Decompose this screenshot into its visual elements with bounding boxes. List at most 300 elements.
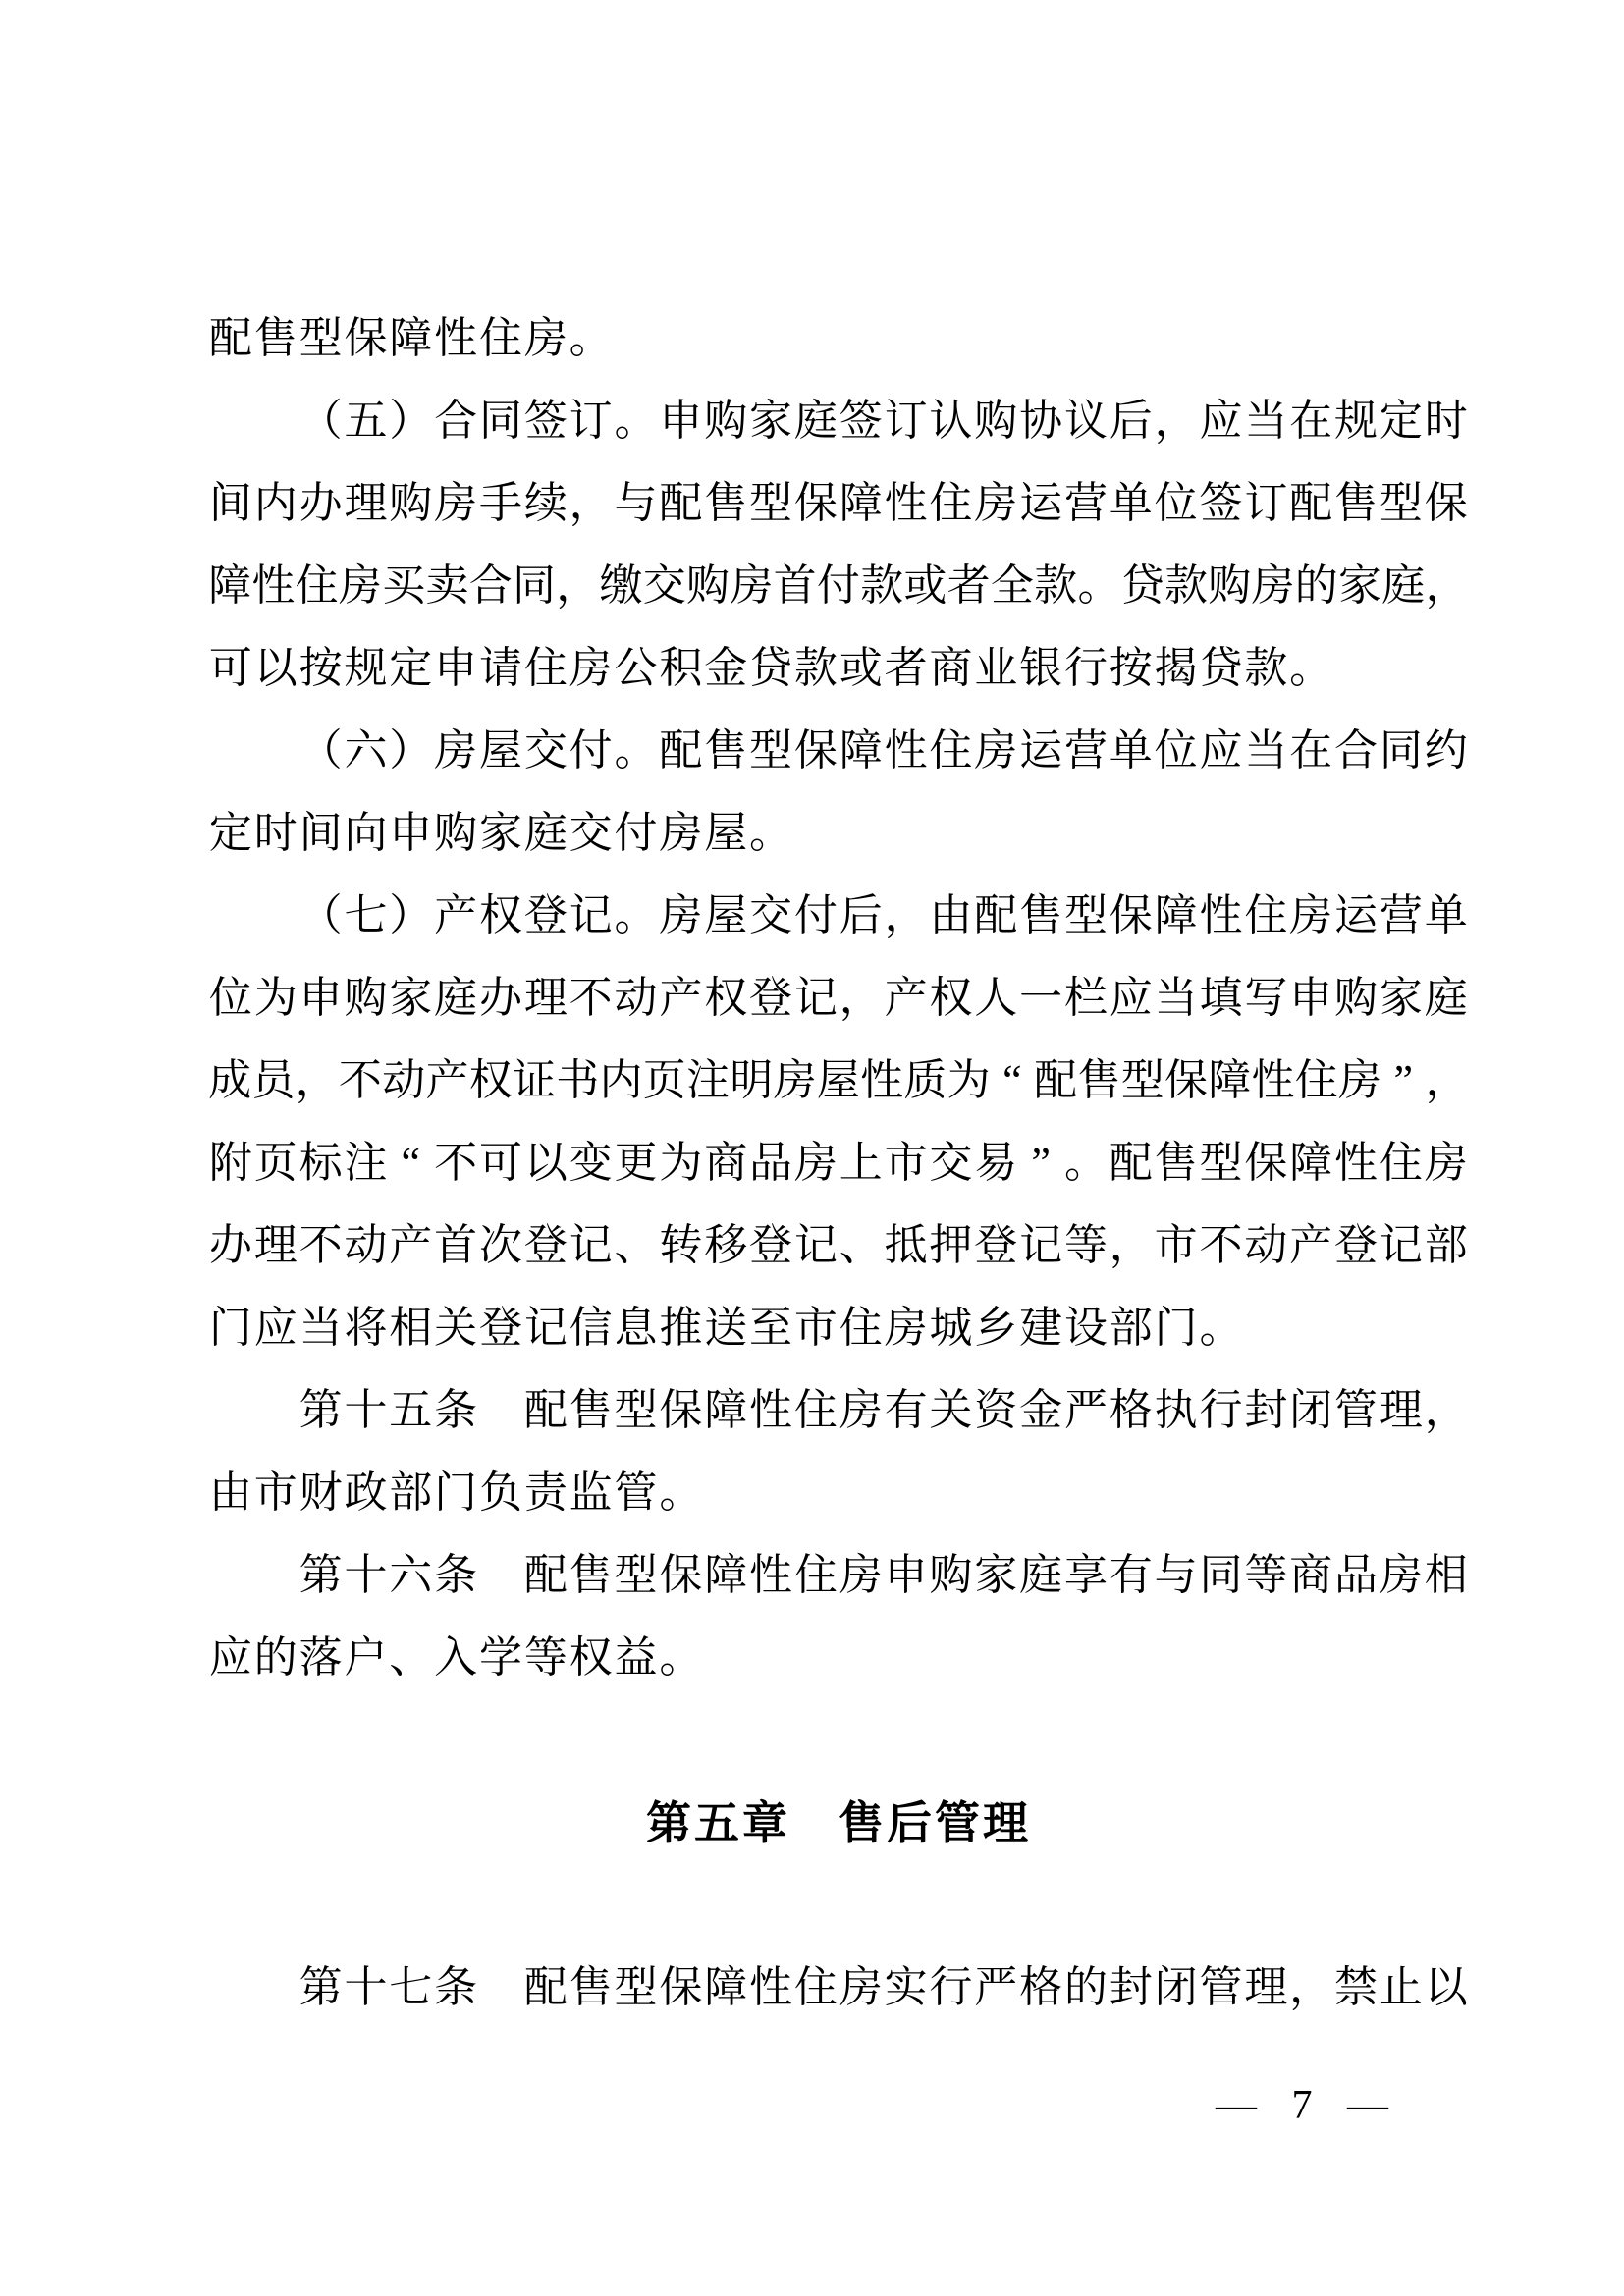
text-char: “ [1002,1056,1022,1104]
text-char: 乡 [974,1304,1018,1352]
text-char: 填 [1199,974,1243,1022]
text-char: 住 [1379,1139,1423,1187]
text-char: 动 [1244,1221,1288,1269]
text-char: 部 [389,1468,433,1517]
text-char: 屋 [816,1056,860,1104]
text-char: 配 [974,891,1018,939]
text-char: 障 [389,314,433,362]
text-char: 登 [749,1221,793,1269]
text-char: 门 [208,1304,252,1352]
text-char: ， [1425,561,1469,610]
text-char: 负 [478,1468,522,1517]
text-char: 者 [947,561,991,610]
text-char: 内 [253,479,298,527]
text-char: 位 [1154,479,1198,527]
text-char: 购 [704,397,748,445]
text-char: 封 [1109,1963,1153,2011]
text-char: 。 [659,1633,703,1682]
text-char: 与 [1154,1551,1198,1599]
text-char: 房 [1338,1056,1382,1104]
text-char: 时 [253,809,298,857]
text-char: （ [298,891,343,939]
text-char: 由 [208,1468,252,1517]
text-char: 登 [523,891,568,939]
text-char [478,1947,523,2029]
text-char: 配 [523,1551,568,1599]
text-char: 交 [568,809,613,857]
text-char: 交 [523,726,568,774]
text-char: 以 [253,644,298,692]
text-char: 动 [344,1221,388,1269]
text-char: 权 [704,974,748,1022]
text-char: 配 [659,726,703,774]
text-char: 推 [659,1304,703,1352]
text-char: 型 [1063,891,1108,939]
text-char: 屋 [704,809,748,857]
text-char: 监 [568,1468,613,1517]
text-char: 申 [884,1551,928,1599]
text-char: 应 [1109,974,1153,1022]
text-char: 付 [568,726,613,774]
text-char: （ [298,397,343,445]
text-char: 约 [1424,726,1468,774]
text-char: 商 [704,1139,748,1187]
text-char: 将 [344,1304,388,1352]
text-char: 售 [704,479,748,527]
text-char: 房 [1251,561,1295,610]
text-char: 权 [568,1633,613,1682]
text-char: 签 [523,397,568,445]
text-char: 障 [208,561,252,610]
text-char: 售 [568,1386,613,1434]
text-char: 易 [974,1139,1018,1187]
text-char: 保 [659,1963,703,2011]
text-char: ， [1289,1963,1333,2011]
text-char: 学 [478,1633,522,1682]
text-char: 送 [704,1304,748,1352]
text-char: 金 [704,644,748,692]
text-char: 性 [749,1963,793,2011]
text-char: 理 [523,974,568,1022]
text-char: 住 [839,1304,883,1352]
text-char: 建 [1019,1304,1063,1352]
text-char: 落 [298,1633,343,1682]
text-char: ” [1393,1056,1414,1104]
text-char: 申 [659,397,703,445]
text-char: 产 [659,974,703,1022]
text-char: 产 [1289,1221,1333,1269]
text-char: 。 [1077,561,1121,610]
text-char: 首 [434,1221,478,1269]
text-char: 性 [434,314,478,362]
text-char: 房 [839,1386,883,1434]
text-char: 型 [614,1551,658,1599]
text-char: 或 [839,644,883,692]
text-char: 性 [884,479,928,527]
text-line [208,957,1469,1040]
text-char: 品 [1334,1551,1379,1599]
text-char: 营 [1063,726,1108,774]
text-line [208,875,1469,957]
text-char: ， [884,891,928,939]
text-line [208,545,1469,627]
text-char: 、 [389,1633,433,1682]
text-char: 购 [686,561,731,610]
text-char: 。 [614,726,658,774]
text-char: 十 [344,1386,388,1434]
text-char: 购 [1208,561,1252,610]
text-char: 。 [1199,1304,1243,1352]
text-char: 办 [478,974,522,1022]
text-char: 订 [1244,479,1288,527]
text-char: 签 [839,397,883,445]
text-char: 七 [389,1963,433,2011]
text-char: 揭 [1154,644,1198,692]
text-char: ， [1154,397,1198,445]
text-char: 配 [1034,1056,1078,1104]
text-char: 障 [1289,1139,1333,1187]
text-char: 银 [1019,644,1063,692]
text-char: 合 [434,397,478,445]
text-char: 合 [468,561,513,610]
text-char: 家 [478,809,522,857]
text-char: 行 [1063,644,1108,692]
text-char: 间 [298,809,343,857]
text-char: 房 [434,479,478,527]
text-char: 售 [253,314,298,362]
text-char: 公 [614,644,658,692]
text-char: 产 [389,1221,433,1269]
text-char: ， [1109,1221,1153,1269]
text-char: 购 [929,1551,973,1599]
text-char: 等 [1244,1551,1288,1599]
text-char: 手 [478,479,522,527]
text-char: 条 [434,1386,478,1434]
text-char: 住 [1244,891,1288,939]
text-char: 售 [1154,1139,1198,1187]
text-char: 积 [659,644,703,692]
text-char: 部 [1109,1304,1153,1352]
text-char: 市 [253,1468,298,1517]
text-char: 。 [1063,1139,1108,1187]
text-char: 的 [1294,561,1338,610]
text-char: 按 [298,644,343,692]
text-char: 时 [1424,397,1468,445]
text-char: 以 [1424,1963,1468,2011]
text-char: 买 [382,561,426,610]
text-char: 保 [344,314,388,362]
text-char: 庭 [523,809,568,857]
text-char [253,1534,298,1617]
text-char [208,380,253,462]
text-char: 关 [929,1386,973,1434]
chapter-heading: 第五章 售后管理 [646,1797,1031,1848]
text-char: 保 [1424,479,1468,527]
text-char: 售 [1019,891,1063,939]
text-char: 售 [704,726,748,774]
text-char [208,1534,253,1617]
text-char: 家 [1379,974,1423,1022]
text-char: 五 [344,397,388,445]
text-char: 房 [568,644,613,692]
text-char: 行 [929,1963,973,2011]
text-char: 一 [1019,974,1063,1022]
text-char: 售 [568,1963,613,2011]
text-char: （ [298,726,343,774]
text-char: 申 [389,809,433,857]
text-char: 为 [947,1056,991,1104]
text-char: ） [389,891,433,939]
text-char: 市 [793,1304,838,1352]
text-char: 后 [839,891,883,939]
text-char: 的 [253,1633,298,1682]
text-char: 庭 [1019,1551,1063,1599]
text-char: 。 [614,397,658,445]
text-char: 。 [614,891,658,939]
text-char: 不 [434,1139,478,1187]
text-char: 品 [749,1139,793,1187]
text-char: 相 [1424,1551,1468,1599]
text-char: 订 [884,397,928,445]
text-char: 。 [1289,644,1333,692]
text-char: 门 [434,1468,478,1517]
text-char: 有 [884,1386,928,1434]
footer-page-number: 7 [1291,2083,1313,2128]
text-char: 信 [568,1304,613,1352]
text-char: 记 [523,1304,568,1352]
text-char: 房 [659,809,703,857]
text-char: 不 [298,1221,343,1269]
blank-line [208,1699,1469,1782]
text-char: 向 [344,809,388,857]
text-char: 保 [1244,1139,1288,1187]
text-char: 管 [1199,1963,1243,2011]
text-char: 后 [1109,397,1153,445]
text-char: 部 [1424,1221,1468,1269]
text-char: 家 [749,397,793,445]
text-char: 住 [478,314,522,362]
text-char: 理 [344,479,388,527]
text-char: 房 [1424,1139,1468,1187]
text-char [208,710,253,792]
text-char: 由 [929,891,973,939]
text-char: 者 [884,644,928,692]
text-char: 性 [749,1551,793,1599]
text-char: 六 [389,1551,433,1599]
text-char: 财 [298,1468,343,1517]
text-char: 注 [344,1139,388,1187]
text-char: 性 [860,1056,904,1104]
text-char: 配 [523,1386,568,1434]
text-char: 住 [929,479,973,527]
text-char: 登 [478,1304,522,1352]
text-char [253,1947,298,2029]
text-char: 房 [1379,1551,1423,1599]
text-char: 第 [298,1551,343,1599]
text-char: 市 [884,1139,928,1187]
text-char: 售 [568,1551,613,1599]
text-char: 十 [344,1551,388,1599]
text-char: 房 [793,1139,838,1187]
footer-dash-left: — [1216,2083,1257,2128]
text-char: 应 [208,1633,252,1682]
text-line [208,1534,1469,1617]
text-char: 执 [1154,1386,1198,1434]
text-char: 记 [1379,1221,1423,1269]
text-char: 管 [614,1468,658,1517]
text-line [208,792,1469,875]
text-line [208,297,1469,380]
text-char: 严 [974,1963,1018,2011]
text-char: 办 [208,1221,252,1269]
text-char: 住 [1294,1056,1338,1104]
text-char: 条 [434,1963,478,2011]
text-char: 益 [614,1633,658,1682]
text-char: 理 [253,1221,298,1269]
text-line [208,1947,1469,2029]
text-char: 产 [434,891,478,939]
text-char: 付 [793,891,838,939]
text-char: 政 [344,1468,388,1517]
text-char: 理 [1244,1963,1288,2011]
text-char: 房 [730,561,774,610]
text-line [208,627,1469,710]
page-footer [1216,2081,1388,2130]
text-char: 位 [208,974,252,1022]
text-char: 款 [1034,561,1078,610]
text-char: 型 [749,726,793,774]
text-char: 质 [903,1056,947,1104]
text-char: 城 [929,1304,973,1352]
text-char: 贷 [1199,644,1243,692]
text-char [208,875,253,957]
text-char: 封 [1244,1386,1288,1434]
text-char: 配 [659,479,703,527]
text-char: 款 [1164,561,1208,610]
text-char: 六 [344,726,388,774]
text-char: 写 [1244,974,1288,1022]
text-char: 理 [1379,1386,1423,1434]
text-char: 住 [523,644,568,692]
text-char [208,1947,253,2029]
text-char: 性 [1251,1056,1295,1104]
text-char: 型 [1120,1056,1164,1104]
text-char: 缴 [599,561,643,610]
text-char: 家 [1338,561,1382,610]
text-char: 应 [253,1304,298,1352]
text-char: 房 [974,479,1018,527]
text-char: 至 [749,1304,793,1352]
text-char: 房 [1289,891,1333,939]
text-char: 同 [1199,1551,1243,1599]
text-char: 规 [1334,397,1379,445]
text-char: 间 [208,479,252,527]
text-char: 记 [568,891,613,939]
text-char: 家 [389,974,433,1022]
text-char: 房 [338,561,382,610]
text-char: 为 [253,974,298,1022]
text-char: ， [556,561,600,610]
text-char: 单 [1424,891,1468,939]
text-line [208,380,1469,462]
text-line [208,1617,1469,1699]
text-char: 当 [1154,974,1198,1022]
text-char: 单 [1109,726,1153,774]
text-char: 闭 [1289,1386,1333,1434]
text-char: 、 [839,1221,883,1269]
text-char: 禁 [1334,1963,1379,2011]
text-char: 相 [389,1304,433,1352]
text-char: 明 [730,1056,774,1104]
text-char: 运 [1334,891,1379,939]
text-char: 入 [434,1633,478,1682]
text-char: 办 [298,479,343,527]
text-char: 型 [614,1386,658,1434]
text-char: 产 [884,974,928,1022]
text-char: 记 [793,974,838,1022]
text-char [478,1534,523,1617]
text-char: 登 [749,974,793,1022]
text-char: 障 [704,1551,748,1599]
text-char: 障 [1208,1056,1252,1104]
text-char: 闭 [1154,1963,1198,2011]
text-char: 协 [1019,397,1063,445]
text-char: 成 [208,1056,252,1104]
document-body [208,297,1469,2029]
text-char: 庭 [1424,974,1468,1022]
text-char: 移 [704,1221,748,1269]
text-char: 可 [478,1139,522,1187]
text-char [253,1369,298,1452]
text-char: 行 [1199,1386,1243,1434]
text-char: 障 [1154,891,1198,939]
text-char: 单 [1109,479,1153,527]
text-char: 庭 [1381,561,1426,610]
text-char: 业 [974,644,1018,692]
text-char: 型 [1379,479,1423,527]
text-char: 格 [1109,1386,1153,1434]
blank-line [208,1864,1469,1947]
text-char: “ [401,1139,421,1187]
text-char: ） [389,726,433,774]
text-char: 议 [1063,397,1108,445]
text-line [208,1369,1469,1452]
text-char: 金 [1019,1386,1063,1434]
text-char: 同 [512,561,556,610]
text-char: 与 [614,479,658,527]
text-char: 登 [1334,1221,1379,1269]
text-char: 营 [1379,891,1423,939]
text-char: 续 [523,479,568,527]
text-char: 全 [990,561,1034,610]
text-char: 止 [1379,1963,1423,2011]
text-char: 当 [1244,397,1288,445]
text-char: 障 [704,1386,748,1434]
text-char: 障 [839,479,883,527]
text-char: 在 [1289,726,1333,774]
text-char: 商 [1289,1551,1333,1599]
text-line [208,710,1469,792]
text-char: 型 [298,314,343,362]
text-char: 七 [344,891,388,939]
text-char [208,1369,253,1452]
text-char: 交 [642,561,686,610]
text-char: 押 [929,1221,973,1269]
text-char: 性 [1334,1139,1379,1187]
text-char: 申 [1289,974,1333,1022]
text-char: 动 [614,974,658,1022]
text-char: 性 [749,1386,793,1434]
